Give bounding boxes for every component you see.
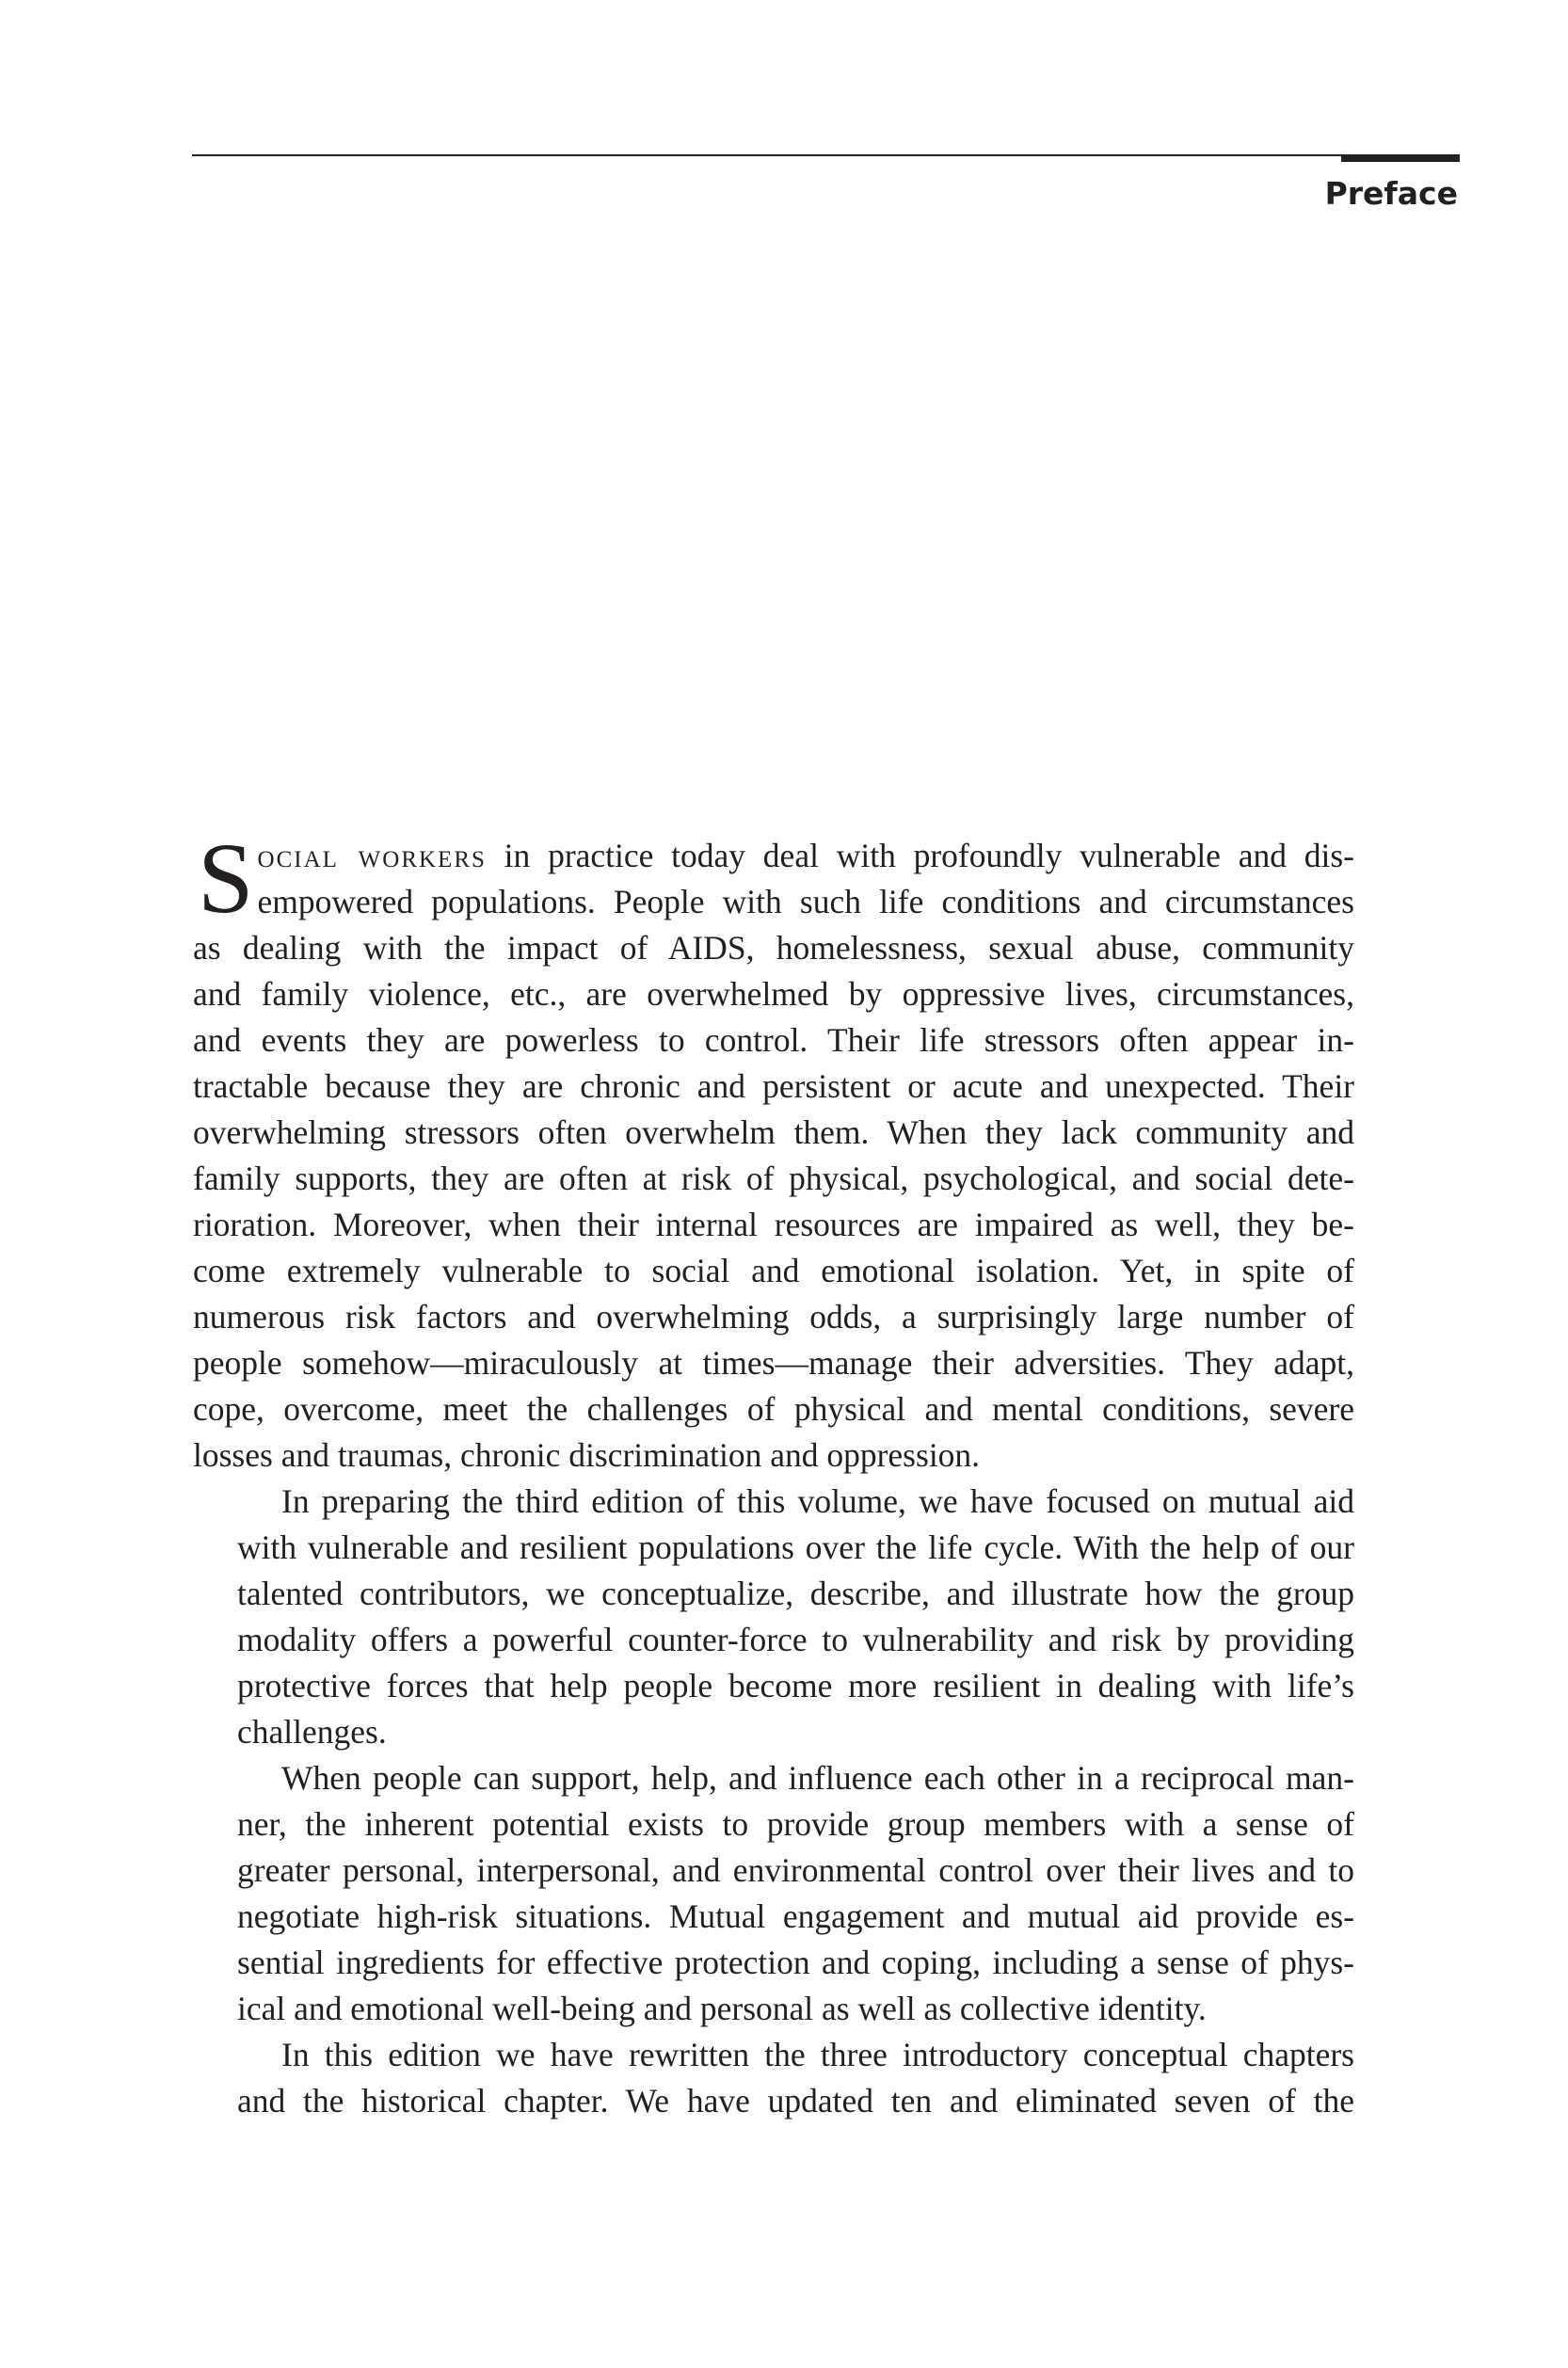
- text-line: talented contributors, we conceptualize, describe, and illustrate how the group: [237, 1575, 1354, 1612]
- header-rule: [192, 154, 1342, 156]
- text-line: ocial workers in practice today deal with profoundly vulnerable and dis-: [257, 837, 1354, 874]
- text-line: cope, overcome, meet the challenges of physical and mental conditions, severe: [193, 1390, 1354, 1428]
- text-line: losses and traumas, chronic discrimination and oppression.: [193, 1436, 981, 1474]
- text-line: In preparing the third edition of this volume, we have focused on mutual aid: [281, 1482, 1354, 1520]
- text-line: empowered populations. People with such life conditions and circumstances: [257, 883, 1354, 920]
- text-line: modality offers a powerful counter-force to vulnerability and risk by providing: [237, 1621, 1354, 1658]
- text-line: and family violence, etc., are overwhelmed by oppressive lives, circumstances,: [193, 975, 1354, 1013]
- text-line: as dealing with the impact of AIDS, homelessness, sexual abuse, community: [193, 929, 1354, 967]
- text-line: rioration. Moreover, when their internal resources are impaired as well, they be-: [193, 1206, 1354, 1243]
- text-line: sential ingredients for effective protection and coping, including a sense of phys-: [237, 1944, 1354, 1981]
- text-line: negotiate high-risk situations. Mutual engagement and mutual aid provide es-: [237, 1897, 1354, 1935]
- text-line: overwhelming stressors often overwhelm them. When they lack community and: [193, 1113, 1354, 1151]
- text-line: and events they are powerless to control. Their life stressors often appear in-: [193, 1021, 1354, 1059]
- text-line: come extremely vulnerable to social and emotional isolation. Yet, in spite of: [193, 1252, 1354, 1289]
- paragraph-4: [193, 2032, 1354, 2124]
- text-line: with vulnerable and resilient populations over the life cycle. With the help of our: [237, 1528, 1354, 1566]
- paragraph-3: [193, 1755, 1354, 2032]
- text-line: numerous risk factors and overwhelming odds, a surprisingly large number of: [193, 1298, 1354, 1336]
- body-text: [193, 824, 1354, 2124]
- text-line: and the historical chapter. We have updated ten and eliminated seven of the: [237, 2082, 1354, 2120]
- text-line: ner, the inherent potential exists to provide group members with a sense of: [237, 1805, 1354, 1843]
- lead-in-small-caps: ocial workers: [257, 837, 487, 874]
- drop-cap: S: [198, 824, 254, 935]
- running-head: Preface: [1324, 175, 1458, 212]
- text-line: protective forces that help people become more resilient in dealing with life’s: [237, 1667, 1354, 1704]
- text-line: ical and emotional well-being and personal as well as collective identity.: [237, 1990, 1207, 2027]
- header-accent-bar: [1341, 154, 1460, 162]
- text-line: greater personal, interpersonal, and environmental control over their lives and to: [237, 1851, 1354, 1889]
- text-line: In this edition we have rewritten the three introductory conceptual chapters: [281, 2036, 1354, 2073]
- paragraph-2: [193, 1479, 1354, 1755]
- text-line: When people can support, help, and influence each other in a reciprocal man-: [281, 1759, 1354, 1797]
- text-line: tractable because they are chronic and persistent or acute and unexpected. Their: [193, 1067, 1354, 1105]
- paragraph-1: [193, 824, 1354, 1479]
- text-line: family supports, they are often at risk of physical, psychological, and social dete-: [193, 1160, 1354, 1197]
- text-line: challenges.: [237, 1713, 387, 1751]
- text-line: people somehow—miraculously at times—manage their adversities. They adapt,: [193, 1344, 1354, 1382]
